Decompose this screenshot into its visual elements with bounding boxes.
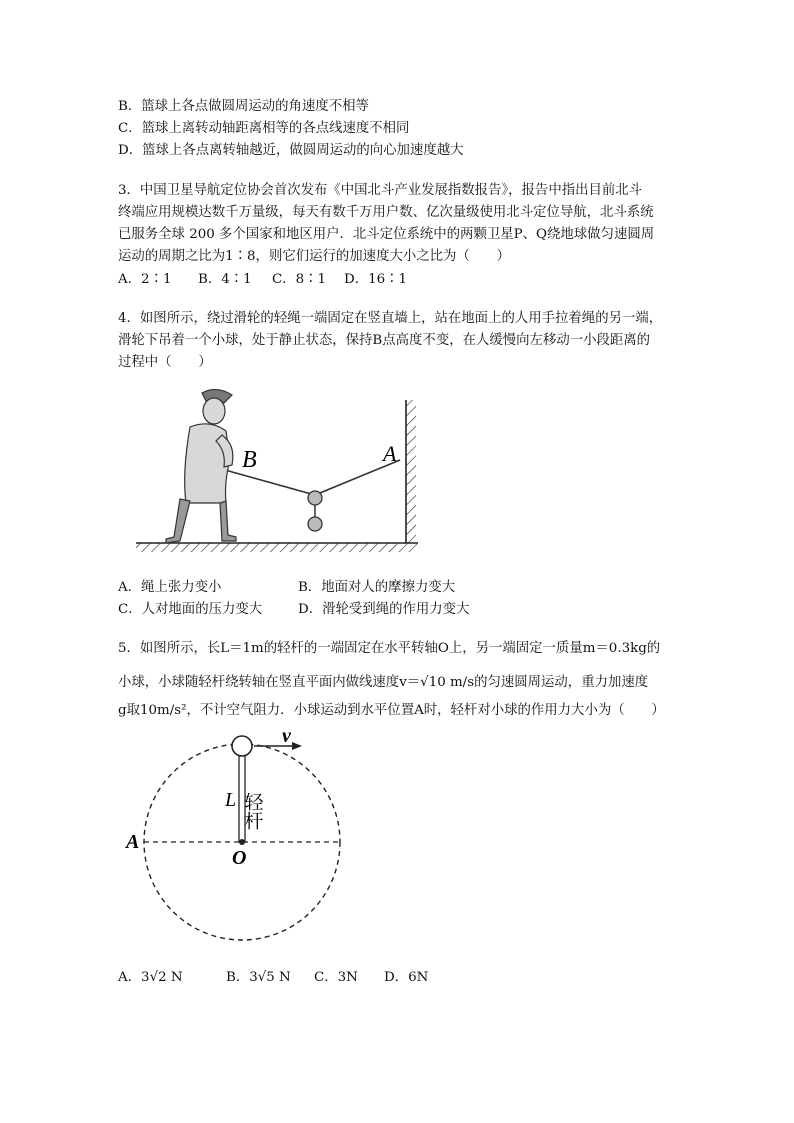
option-d-prev: D．篮球上各点离转轴越近，做圆周运动的向心加速度越大 <box>118 143 464 158</box>
label-b: B <box>242 447 257 473</box>
hanging-ball <box>308 517 322 531</box>
q4-option-a: A．绳上张力变小 <box>118 580 222 595</box>
q4-figure <box>130 375 425 560</box>
q4-line-2: 滑轮下吊着一个小球，处于静止状态，保持B点高度不变，在人缓慢向左移动一小段距离的 <box>118 333 651 348</box>
q5-line-1: 5．如图所示，长L＝1m的轻杆的一端固定在水平转轴O上，另一端固定一质量m＝0.3kg的 <box>118 641 661 656</box>
q5-line-2: 小球，小球随轻杆绕转轴在竖直平面内做线速度v＝√10 m/s的匀速圆周运动，重力加速度 <box>118 675 649 690</box>
label-o: O <box>232 847 247 869</box>
label-a: A <box>126 831 140 853</box>
q3-option-a: A．2∶1 <box>118 272 172 287</box>
q3-option-b: B．4∶1 <box>198 272 252 287</box>
q3-option-d: D．16∶1 <box>344 272 408 287</box>
label-l: L <box>225 789 237 811</box>
ground-hatch <box>136 543 418 552</box>
option-c-prev: C．篮球上离转动轴距离相等的各点线速度不相同 <box>118 121 410 136</box>
q3-line-4: 运动的周期之比为1∶8，则它们运行的加速度大小之比为（ ） <box>118 249 510 264</box>
q4-option-b: B．地面对人的摩擦力变大 <box>298 580 456 595</box>
q5-option-d: D．6N <box>384 970 429 985</box>
q3-line-3: 已服务全球 200 多个国家和地区用户．北斗定位系统中的两颗卫星P、Q绕地球做匀速圆周 <box>118 227 655 242</box>
q3-option-c: C．8∶1 <box>272 272 327 287</box>
q3-line-1: 3．中国卫星导航定位协会首次发布《中国北斗产业发展指数报告》，报告中指出目前北斗 <box>118 183 643 198</box>
ball <box>232 736 252 756</box>
label-a: A <box>383 441 397 466</box>
q5-option-a: A．3√2 N <box>118 970 183 985</box>
q4-option-d: D．滑轮受到绳的作用力变大 <box>298 602 470 617</box>
q5-option-b: B．3√5 N <box>226 970 291 985</box>
q4-line-1: 4．如图所示，绕过滑轮的轻绳一端固定在竖直墙上，站在地面上的人用手拉着绳的另一端， <box>118 311 663 326</box>
label-v: v <box>282 725 291 747</box>
option-b-prev: B．篮球上各点做圆周运动的角速度不相等 <box>118 99 369 114</box>
q4-option-c: C．人对地面的压力变大 <box>118 602 263 617</box>
pulley <box>308 491 322 505</box>
q4-line-3: 过程中（ ） <box>118 355 212 370</box>
q5-line-3: g取10m/s²，不计空气阻力．小球运动到水平位置A时，轻杆对小球的作用力大小为（ ） <box>118 703 665 718</box>
person-figure <box>166 389 236 543</box>
label-rod: 轻杆 <box>241 792 263 830</box>
pivot-point <box>239 839 245 845</box>
velocity-arrowhead <box>292 742 302 750</box>
q3-line-2: 终端应用规模达数千万量级，每天有数千万用户数、亿次量级使用北斗定位导航，北斗系统 <box>118 205 654 220</box>
q5-figure <box>120 722 370 962</box>
q5-option-c: C．3N <box>314 970 358 985</box>
wall-hatch <box>406 400 416 543</box>
